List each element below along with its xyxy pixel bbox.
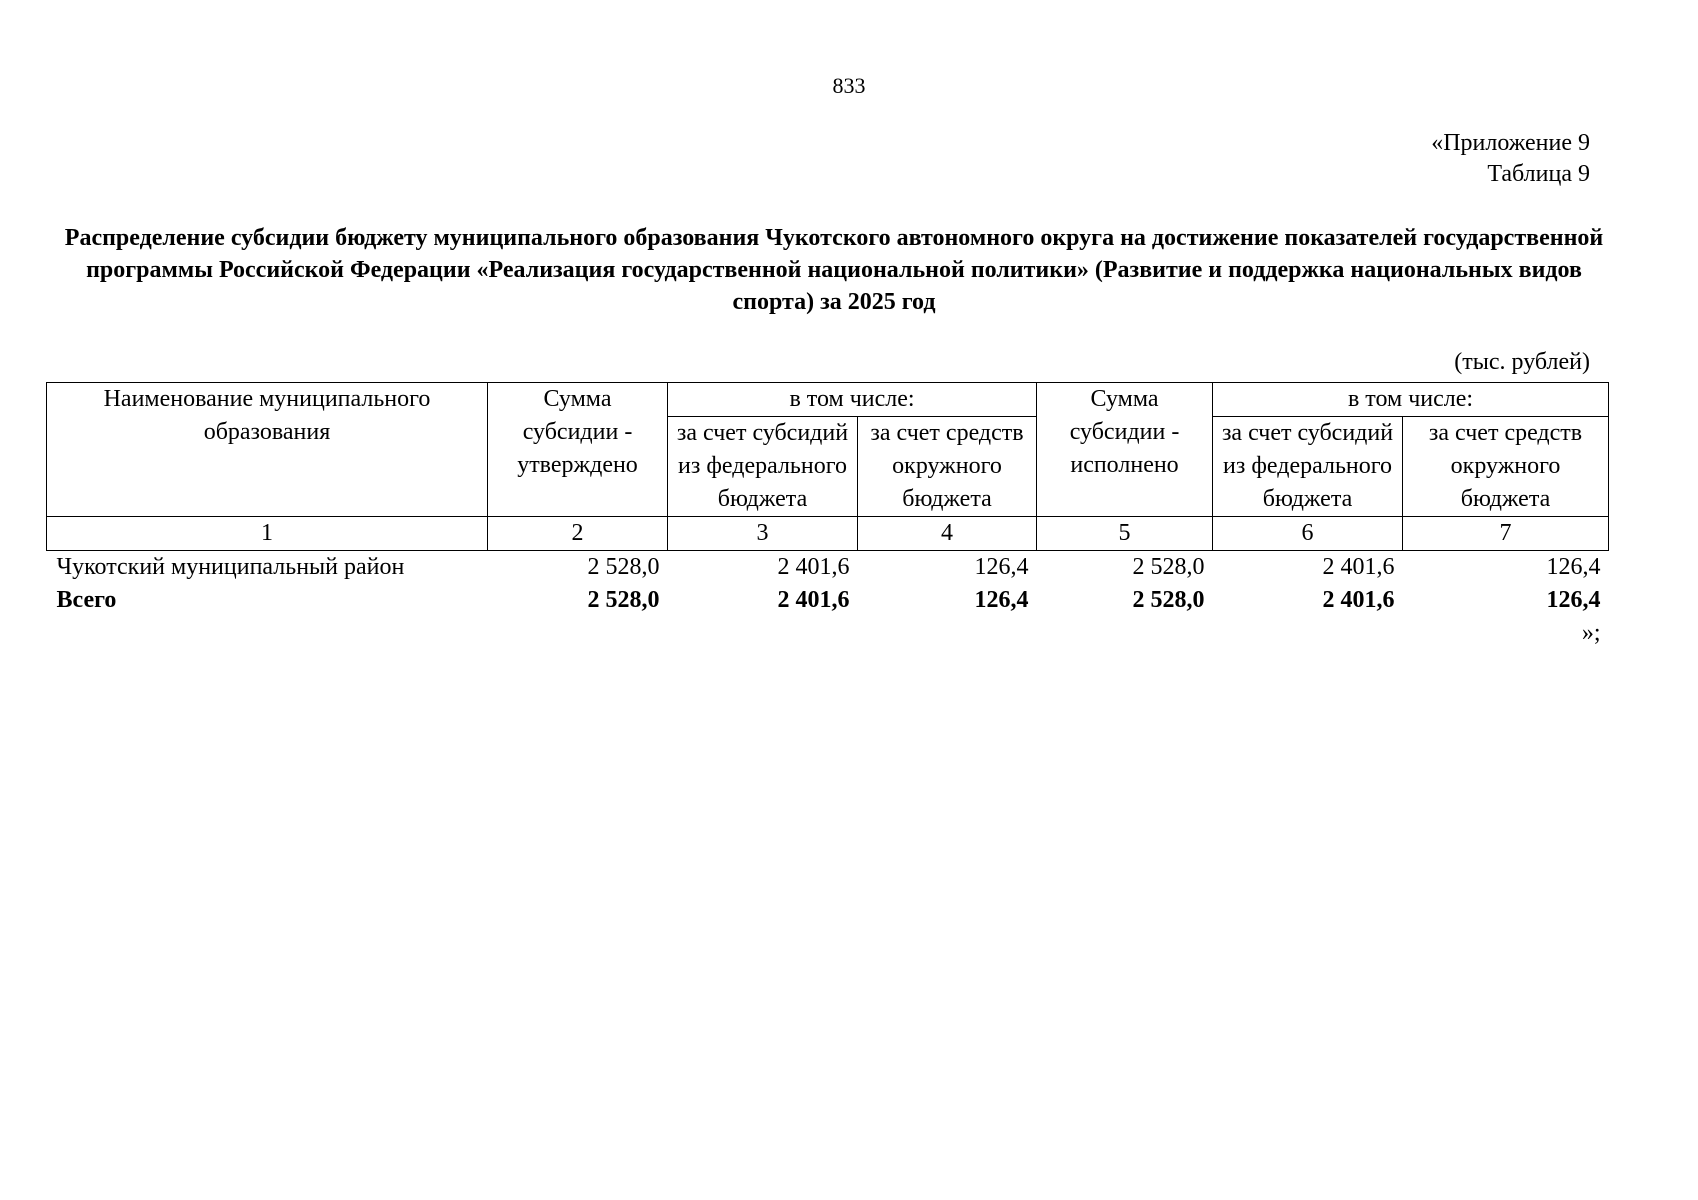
cell-approved: 2 528,0 (587, 554, 660, 580)
cell-executed: 2 528,0 (1132, 554, 1205, 580)
total-label: Всего (56, 587, 117, 613)
column-number: 2 (488, 517, 668, 551)
total-federal-executed: 2 401,6 (1322, 587, 1395, 613)
appendix-line: «Приложение 9 (1431, 130, 1590, 156)
closing-row (47, 617, 1609, 650)
total-federal-approved: 2 401,6 (777, 587, 850, 613)
appendix-label (1431, 128, 1590, 190)
column-number: 1 (47, 517, 488, 551)
column-number: 3 (668, 517, 858, 551)
closing-quote: »; (1581, 620, 1601, 646)
cell-regional-approved: 126,4 (974, 554, 1029, 580)
header-regional-approved: за счет средств окружного бюджета (858, 417, 1037, 517)
column-number: 5 (1037, 517, 1213, 551)
column-number: 4 (858, 517, 1037, 551)
total-row (47, 584, 1609, 617)
column-number: 6 (1213, 517, 1403, 551)
header-name: Наименование муниципального образования (47, 383, 488, 517)
column-number: 7 (1403, 517, 1609, 551)
header-federal-approved: за счет субсидий из федерального бюджета (668, 417, 858, 517)
header-executed: Сумма субсидии - исполнено (1037, 383, 1213, 517)
header-regional-executed: за счет средств окружного бюджета (1403, 417, 1609, 517)
row-name: Чукотский муниципальный район (56, 554, 405, 580)
cell-federal-executed: 2 401,6 (1322, 554, 1395, 580)
total-regional-approved: 126,4 (974, 587, 1029, 613)
table-number: Таблица 9 (1487, 161, 1590, 187)
column-numbers-row (47, 517, 1609, 551)
page-number: 833 (832, 73, 866, 98)
total-executed: 2 528,0 (1132, 587, 1205, 613)
cell-federal-approved: 2 401,6 (777, 554, 850, 580)
document-title: Распределение субсидии бюджету муниципального образования Чукотского автономного округа на достижение показателей государственной программы Российской Федерации «Реализация государственной национальной политики» (Развитие и поддержка национальных видов спорта) за 2025 год (64, 225, 1604, 315)
header-including-approved: в том числе: (668, 383, 1037, 417)
subsidy-table (46, 382, 1609, 650)
header-including-executed: в том числе: (1213, 383, 1609, 417)
cell-regional-executed: 126,4 (1546, 554, 1601, 580)
units-label: (тыс. рублей) (1454, 349, 1590, 375)
header-federal-executed: за счет субсидий из федерального бюджета (1213, 417, 1403, 517)
total-approved: 2 528,0 (587, 587, 660, 613)
header-approved: Сумма субсидии - утверждено (488, 383, 668, 517)
total-regional-executed: 126,4 (1546, 587, 1601, 613)
table-row (47, 551, 1609, 585)
